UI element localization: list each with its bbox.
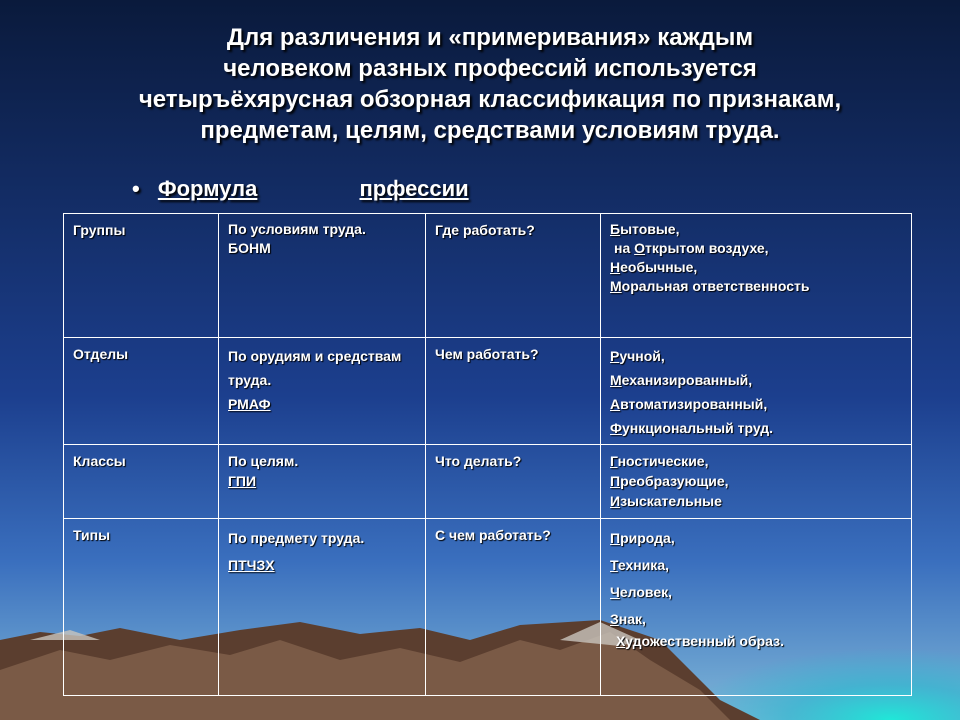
bullet: • (132, 176, 140, 201)
profession-word: прфессии (359, 176, 469, 201)
criterion-code: БОНМ (228, 240, 271, 256)
row-items (601, 445, 912, 519)
row-criterion (219, 338, 426, 445)
row-question: С чем работать? (426, 519, 601, 696)
list-item (610, 416, 901, 440)
item-rest: еханизированный, (621, 372, 753, 388)
item-initial: М (610, 278, 622, 294)
list-item (610, 491, 901, 511)
item-rest: ностические, (617, 453, 709, 469)
title-line-2: человеком разных профессий используется (223, 55, 757, 82)
row-name: Классы (64, 445, 219, 519)
row-name: Типы (64, 519, 219, 696)
row-criterion (219, 445, 426, 519)
list-item (610, 344, 901, 368)
list-item (610, 471, 901, 491)
item-rest: втоматизированный, (620, 396, 768, 412)
list-item (610, 579, 901, 606)
list-item (610, 277, 901, 296)
list-item (610, 552, 901, 579)
item-initial: П (610, 530, 621, 546)
row-question: Чем работать? (426, 338, 601, 445)
formula-heading (132, 176, 469, 202)
row-items (601, 519, 912, 696)
item-initial: Ч (610, 584, 620, 600)
item-initial: Т (610, 557, 618, 573)
criterion-text: По целям. (228, 453, 299, 469)
table-row (64, 338, 912, 445)
item-rest: еобычные, (620, 259, 698, 275)
row-items (601, 338, 912, 445)
item-rest: ткрытом воздухе, (645, 240, 769, 256)
list-item (610, 220, 901, 239)
slide-title (60, 22, 920, 146)
row-criterion (219, 214, 426, 338)
row-name: Отделы (64, 338, 219, 445)
table-row (64, 519, 912, 696)
item-rest: оральная ответственность (621, 278, 810, 294)
item-initial: З (610, 611, 619, 627)
list-item (610, 525, 901, 552)
item-initial: М (610, 372, 622, 388)
row-name: Группы (64, 214, 219, 338)
item-prefix: на (614, 240, 635, 256)
item-initial: Б (610, 221, 621, 237)
formula-word: Формула (157, 176, 258, 201)
item-rest: еловек, (619, 584, 672, 600)
item-rest: удожественный образ. (625, 633, 784, 649)
table-row (64, 214, 912, 338)
title-line-4: предметам, целям, средствами условиям труда. (200, 117, 780, 144)
list-item (610, 392, 901, 416)
classification-table (63, 213, 912, 696)
item-rest: ункциональный труд. (621, 420, 774, 436)
item-rest: рирода, (620, 530, 675, 546)
item-rest: нак, (618, 611, 646, 627)
item-initial: Р (610, 348, 620, 364)
item-initial: Ф (610, 420, 622, 436)
list-item (610, 368, 901, 392)
title-line-1: Для различения и «примеривания» каждым (226, 24, 754, 51)
item-initial: Г (610, 453, 618, 469)
criterion-text: По орудиям и средствам труда. (228, 348, 402, 388)
item-initial: А (610, 396, 621, 412)
row-question: Что делать? (426, 445, 601, 519)
row-items (601, 214, 912, 338)
criterion-code: ПТЧЗХ (228, 557, 275, 573)
item-initial: И (610, 493, 621, 509)
list-item (610, 633, 901, 650)
item-rest: реобразующие, (620, 473, 729, 489)
title-line-3: четыръёхярусная обзорная классификация по признакам, (138, 86, 842, 113)
criterion-text: По предмету труда. (228, 530, 365, 546)
list-item (610, 606, 901, 633)
item-rest: ытовые, (620, 221, 680, 237)
row-criterion (219, 519, 426, 696)
item-initial: Н (610, 259, 621, 275)
criterion-code: ГПИ (228, 473, 257, 489)
item-rest: зыскательные (620, 493, 722, 509)
list-item (610, 258, 901, 277)
list-item (610, 239, 901, 258)
item-initial: Х (616, 633, 626, 649)
table-row (64, 445, 912, 519)
row-question: Где работать? (426, 214, 601, 338)
item-initial: П (610, 473, 621, 489)
item-rest: ехника, (617, 557, 669, 573)
criterion-code: РМАФ (228, 396, 271, 412)
item-rest: учной, (619, 348, 665, 364)
criterion-text: По условиям труда. (228, 221, 366, 237)
list-item (610, 451, 901, 471)
item-initial: О (634, 240, 646, 256)
